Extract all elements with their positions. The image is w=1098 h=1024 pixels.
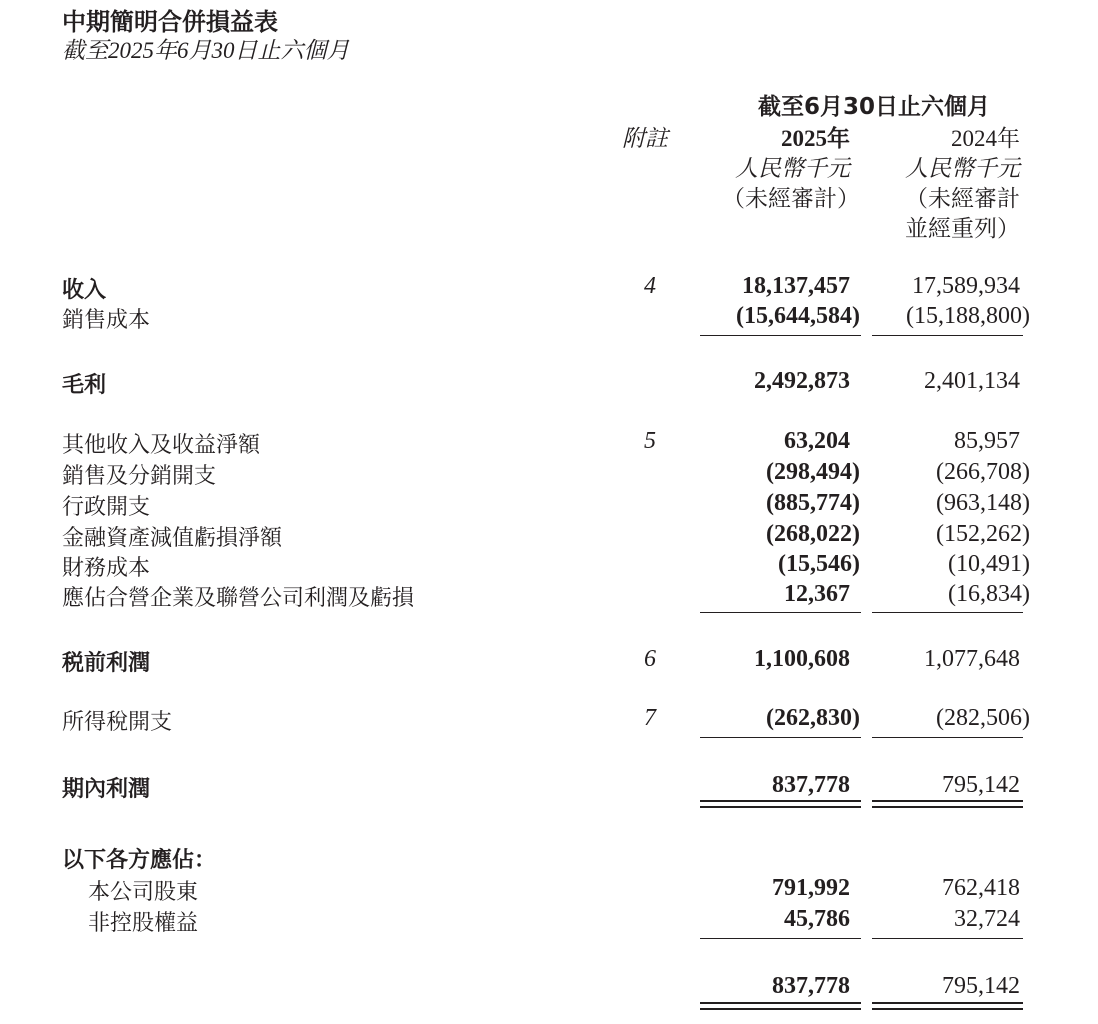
- year-2024: 2024年: [951, 126, 1020, 151]
- subtotal-rule: [872, 938, 1023, 939]
- value-2024: (282,506): [936, 705, 1030, 731]
- row-note: 5: [644, 428, 656, 454]
- row-label: 財務成本: [62, 556, 151, 581]
- status-2025: （未經審計）: [722, 186, 860, 212]
- value-2024: 32,724: [954, 906, 1020, 932]
- value-2024: 2,401,134: [924, 368, 1020, 394]
- value-2024: 85,957: [954, 428, 1020, 454]
- value-2025: 63,204: [784, 428, 850, 454]
- subtotal-rule: [872, 737, 1023, 738]
- value-2025: 2,492,873: [754, 368, 850, 394]
- value-2025: 18,137,457: [742, 273, 850, 299]
- statement-title: 中期簡明合併損益表: [62, 8, 278, 36]
- value-2024: (16,834): [948, 581, 1030, 607]
- note-column-header: 附註: [622, 126, 668, 152]
- total-double-rule: [700, 806, 861, 808]
- subtotal-rule: [700, 737, 861, 738]
- row-note: 4: [644, 273, 656, 299]
- subtotal-rule: [872, 612, 1023, 613]
- row-label: 非控股權益: [88, 911, 199, 936]
- row-label: 行政開支: [62, 495, 151, 520]
- value-2025: (15,644,584): [736, 303, 860, 329]
- column-2025-header: [722, 124, 860, 214]
- value-2024: (266,708): [936, 459, 1030, 485]
- value-2024: (963,148): [936, 490, 1030, 516]
- value-2025: 12,367: [784, 581, 850, 607]
- row-label: 金融資產減值虧損淨額: [62, 526, 283, 551]
- period-header: 截至6月30日止六個月: [757, 94, 990, 120]
- row-label: 應佔合營企業及聯營公司利潤及虧損: [62, 586, 415, 611]
- value-2024: (152,262): [936, 521, 1030, 547]
- total-double-rule: [872, 800, 1023, 802]
- row-label: 以下各方應佔：: [62, 848, 217, 873]
- total-double-rule: [700, 800, 861, 802]
- value-2024: (15,188,800): [906, 303, 1030, 329]
- value-2025: 1,100,608: [754, 646, 850, 672]
- value-2025: 837,778: [772, 772, 850, 798]
- total-double-rule: [700, 1008, 861, 1010]
- row-label: 銷售成本: [62, 308, 151, 333]
- subtotal-rule: [700, 938, 861, 939]
- total-double-rule: [700, 1002, 861, 1004]
- statement-subtitle: 截至2025年6月30日止六個月: [62, 38, 350, 63]
- value-2025: 791,992: [772, 875, 850, 901]
- row-note: 6: [644, 646, 656, 672]
- row-label: 本公司股東: [88, 880, 199, 905]
- subtotal-rule: [700, 612, 861, 613]
- row-label: 毛利: [62, 373, 107, 398]
- status-2024-line2: 並經重列）: [905, 216, 1020, 242]
- currency-2025: 人民幣千元: [735, 156, 850, 182]
- row-label: 收入: [62, 278, 107, 303]
- value-2024: 795,142: [942, 772, 1020, 798]
- year-2025: 2025年: [781, 126, 850, 151]
- value-2025: (885,774): [766, 490, 860, 516]
- row-label: 銷售及分銷開支: [62, 464, 217, 489]
- row-note: 7: [644, 705, 656, 731]
- value-2025: (268,022): [766, 521, 860, 547]
- value-2024: (10,491): [948, 551, 1030, 577]
- currency-2024: 人民幣千元: [905, 156, 1020, 182]
- column-2024-header: [905, 124, 1020, 244]
- total-double-rule: [872, 1008, 1023, 1010]
- value-2025: (15,546): [778, 551, 860, 577]
- subtotal-rule: [872, 335, 1023, 336]
- value-2024: 762,418: [942, 875, 1020, 901]
- total-double-rule: [872, 1002, 1023, 1004]
- value-2024: 795,142: [942, 973, 1020, 999]
- value-2025: (262,830): [766, 705, 860, 731]
- status-2024-line1: （未經審計: [905, 186, 1020, 212]
- value-2024: 1,077,648: [924, 646, 1020, 672]
- row-label: 其他收入及收益淨額: [62, 433, 261, 458]
- subtotal-rule: [700, 335, 861, 336]
- total-double-rule: [872, 806, 1023, 808]
- value-2025: 837,778: [772, 973, 850, 999]
- value-2024: 17,589,934: [912, 273, 1020, 299]
- row-label: 期內利潤: [62, 777, 151, 802]
- value-2025: (298,494): [766, 459, 860, 485]
- value-2025: 45,786: [784, 906, 850, 932]
- row-label: 所得稅開支: [62, 710, 173, 735]
- row-label: 税前利潤: [62, 651, 151, 676]
